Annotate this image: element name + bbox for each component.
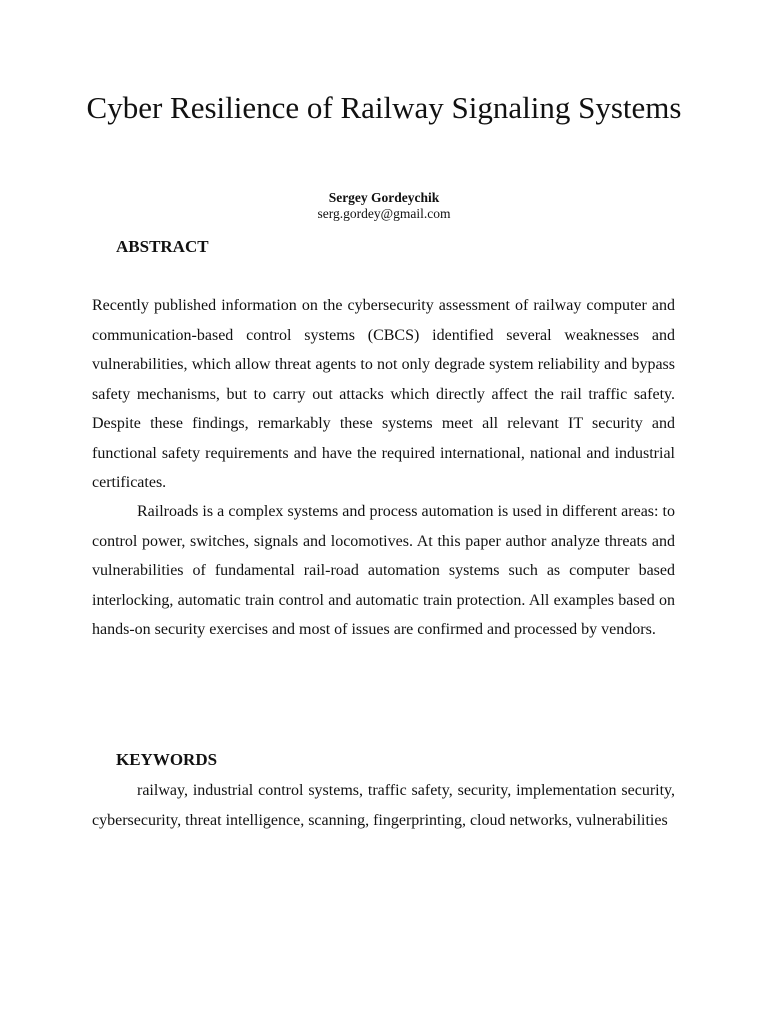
- abstract-paragraph-2: Railroads is a complex systems and process automation is used in different areas: to control power, switches, signals and locomotives. At this paper author analyze threats and vulnerabilities of fundamental rail-road automation systems such as computer based interlocking, automatic train control and automatic train protection. All examples based on hands-on security exercises and most of issues are confirmed and processed by vendors.: [92, 503, 675, 638]
- abstract-paragraph-1: Recently published information on the cybersecurity assessment of railway computer and communication-based control systems (CBCS) identified several weaknesses and vulnerabilities, which allow threat agents to not only degrade system reliability and bypass safety mechanisms, but to carry out attacks which directly affect the rail traffic safety. Despite these findings, remarkably these systems meet all relevant IT security and functional safety requirements and have the required international, national and industrial certificates.: [92, 297, 675, 491]
- abstract-heading: ABSTRACT: [116, 237, 209, 256]
- paper-title: Cyber Resilience of Railway Signaling Systems: [86, 90, 682, 125]
- author-email: serg.gordey@gmail.com: [317, 206, 451, 221]
- keywords-text: railway, industrial control systems, traffic safety, security, implementation security, cybersecurity, threat intelligence, scanning, fingerprinting, cloud networks, vulnerabilities: [92, 782, 675, 829]
- author-name: Sergey Gordeychik: [328, 190, 440, 205]
- keywords-heading: KEYWORDS: [116, 750, 218, 769]
